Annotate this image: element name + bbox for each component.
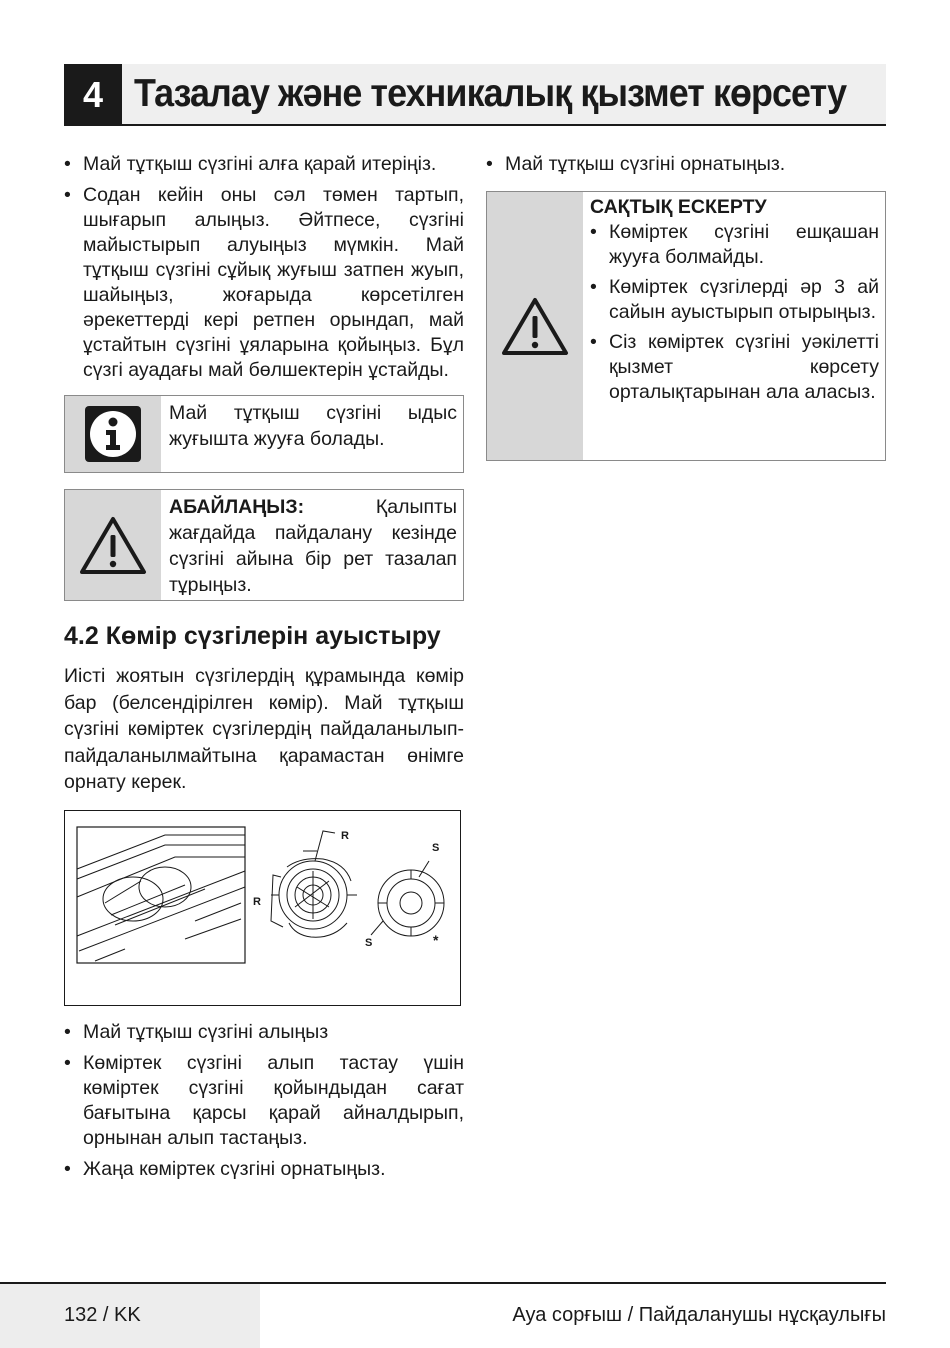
figure-label-s-bottom: S [365, 936, 373, 949]
attention-box-text [161, 490, 463, 600]
page-number: 132 / KK [64, 1304, 141, 1326]
attention-box [64, 489, 464, 601]
top-bullet-list [64, 152, 464, 383]
list-item: • Май тұтқыш сүзгіні алыңыз [64, 1020, 464, 1045]
list-item: • Май тұтқыш сүзгіні алға қарай итеріңіз. [64, 152, 464, 177]
figure-label-asterisk: * [433, 931, 439, 948]
info-box-text: Май тұтқыш сүзгіні ыдыс жуғышта жууға болады. [169, 402, 457, 450]
chapter-title: Тазалау және техникалық қызмет көрсету [134, 72, 847, 115]
attention-icon-cell [65, 490, 161, 600]
section-heading: 4.2 Көмір сүзгілерін ауыстыру [64, 622, 441, 650]
chapter-number: 4 [64, 64, 122, 126]
figure-label-r-left: R [253, 895, 261, 908]
list-item: • Жаңа көміртек сүзгіні орнатыңыз. [64, 1157, 464, 1182]
list-item: • Көміртек сүзгіні ешқашан жууға болмайды. [590, 220, 879, 270]
caution-list [590, 220, 879, 405]
bottom-bullet-list [64, 1020, 464, 1182]
attention-label: АБАЙЛАҢЫЗ: [169, 496, 305, 518]
info-icon [84, 405, 142, 463]
list-item: • Сіз көміртек сүзгіні уәкілетті қызмет көрсету орталықтарынан ала аласыз. [590, 330, 879, 405]
footer-rule [0, 1282, 886, 1284]
right-column [486, 152, 886, 461]
caution-icon-cell [487, 192, 583, 460]
section-paragraph: Иісті жоятын сүзгілердің құрамында көмір бар (белсендірілген көмір). Май тұтқыш сүзгіні көміртек сүзгілердің пайдаланылып-пайдаланылмайтына қарамастан өнімге орнату керек. [64, 665, 464, 793]
left-column [64, 152, 464, 1188]
attention-text: Қалыпты жағдайда пайдалану кезінде сүзгіні айына бір рет тазалап тұрыңыз. [169, 496, 457, 596]
caution-title: САҚТЫҚ ЕСКЕРТУ [590, 196, 767, 218]
caution-box-content [583, 192, 885, 460]
list-item: • Содан кейін оны сәл төмен тартып, шығарып алыңыз. Әйтпесе, сүзгіні майыстырып алуыңыз мүмкін. Май тұтқыш сүзгіні сұйық жуғыш затпен жуып, шайыңыз, жоғарыда көрсетілген әрекеттерді кері ретпен орындап, май ұстайтын сүзгіні ұяларына қойыңыз. Бұл сүзгі ауадағы май бөлшектерін ұстайды. [64, 183, 464, 383]
figure-label-s-top: S [432, 841, 440, 854]
carbon-filter-figure [64, 810, 461, 1006]
caution-box [486, 191, 886, 461]
carbon-filter-illustration [65, 811, 459, 1004]
info-icon-cell [65, 396, 161, 472]
right-bullet-list [486, 152, 886, 177]
warning-triangle-icon [501, 296, 569, 356]
warning-triangle-icon [79, 515, 147, 575]
list-item: • Май тұтқыш сүзгіні орнатыңыз. [486, 152, 886, 177]
figure-label-r-top: R [341, 829, 349, 842]
list-item: • Көміртек сүзгіні алып тастау үшін көміртек сүзгіні қойындыдан сағат бағытына қарсы қарай айналдырып, орнынан алып тастаңыз. [64, 1051, 464, 1151]
info-box [64, 395, 464, 473]
document-title: Ауа сорғыш / Пайдаланушы нұсқаулығы [512, 1304, 886, 1326]
list-item: • Көміртек сүзгілерді әр 3 ай сайын ауыстырып отырыңыз. [590, 275, 879, 325]
chapter-header [64, 64, 886, 126]
